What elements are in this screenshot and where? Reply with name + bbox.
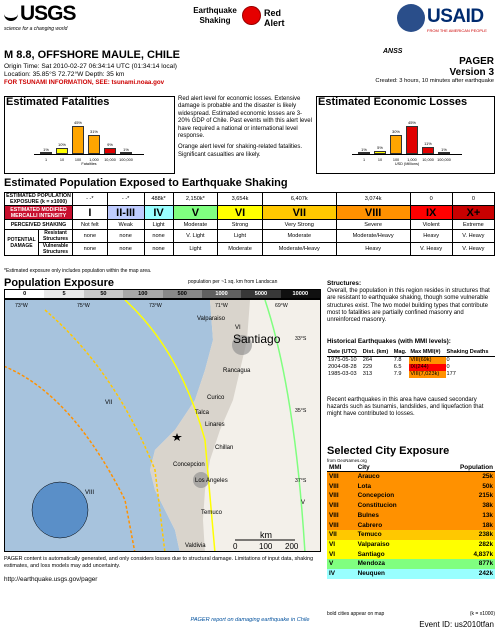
structures-section (327, 280, 495, 324)
pop-cell: 3,074k (336, 193, 410, 206)
histogram-bar (438, 152, 450, 154)
histogram-bar (422, 147, 434, 154)
pop-cell: 2,150k* (173, 193, 218, 206)
losses-histogram (352, 120, 462, 166)
usgs-wave-icon (4, 7, 18, 21)
histogram-tick: 1 (44, 158, 48, 162)
table-row (327, 550, 495, 560)
histogram-percent: 1% (361, 146, 367, 152)
col-header-mag: Mag. (393, 349, 410, 357)
vulnerable-cell: Moderate/Heavy (262, 243, 336, 256)
scale-bar-unit: km (260, 530, 272, 540)
table-row (327, 371, 495, 378)
scale-bar-tick: 100 (259, 542, 273, 551)
vulnerable-cell: Moderate (218, 243, 263, 256)
histogram-tick: 10,000 (104, 158, 116, 162)
table-row (327, 530, 495, 540)
cell-mmi: VIII(69k) (409, 357, 445, 365)
exposure-title: Estimated Population Exposed to Earthquake Shaking (4, 177, 288, 189)
fatalities-histogram (34, 120, 144, 166)
cell-dist: 313 (362, 371, 373, 377)
alert-type-label: Earthquake Shaking (193, 6, 237, 25)
anss-logo: ANSS (383, 48, 403, 55)
cell-city: Valparaiso (357, 540, 390, 548)
cell-population: 50k (482, 482, 493, 490)
histogram-percent: 11% (424, 141, 432, 147)
fatalities-title: Estimated Fatalities (6, 96, 110, 108)
cell-city: Arauco (357, 473, 380, 480)
histogram-tick: 100 (74, 158, 82, 162)
historical-header-row (327, 349, 495, 357)
resistant-cell: none (144, 230, 173, 243)
histogram-bar (406, 126, 418, 154)
col-header-population: Population (431, 464, 495, 472)
map-city: Curico (207, 395, 225, 401)
map-city: Valdivia (185, 543, 206, 549)
histogram-bar (104, 148, 116, 154)
histogram-caption: USD (Millions) (394, 162, 420, 166)
scale-swatch: 1000 (202, 290, 241, 298)
city-header-row (327, 464, 495, 472)
usaid-tagline: FROM THE AMERICAN PEOPLE (427, 28, 487, 33)
shaking-cell: Extreme (452, 220, 494, 230)
mmi-cell: X+ (452, 206, 494, 220)
vulnerable-cell: none (107, 243, 144, 256)
cell-mmi: VIII(7,023k) (409, 371, 445, 378)
cell-mmi: VI (329, 550, 336, 558)
cell-mmi: VIII (329, 492, 339, 500)
historical-table (327, 349, 495, 378)
cell-mag: 7.9 (393, 371, 402, 377)
cell-deaths: 0 (446, 357, 450, 363)
shaking-cell: Strong (218, 220, 263, 230)
table-row (327, 559, 495, 569)
cell-population: 13k (482, 511, 493, 519)
alert-block (190, 4, 320, 44)
city-footnote-left: bold cities appear on map (327, 611, 385, 617)
exposure-shaking-row (5, 220, 495, 230)
histogram-caption: Fatalities (81, 162, 97, 166)
historical-title: Historical Earthquakes (with MMI levels): (327, 338, 451, 345)
shaking-cell: Very Strong (262, 220, 336, 230)
city-exposure-footnote (327, 611, 495, 617)
histogram-percent: 45% (407, 120, 416, 125)
histogram-tick: 100,000 (119, 158, 133, 162)
row-label-resistant: Resistant Structures (39, 230, 73, 243)
histogram-tick: 1 (362, 158, 366, 162)
resistant-cell: Heavy (410, 230, 452, 243)
map-city: Linares (205, 422, 225, 428)
pop-cell: 3,654k (218, 193, 263, 206)
event-title: M 8.8, OFFSHORE MAULE, CHILE (4, 49, 181, 61)
population-map[interactable] (4, 299, 321, 552)
map-city: Los Angeles (195, 478, 228, 484)
cell-mmi: VIII (329, 502, 339, 510)
cell-mmi: IV (329, 570, 336, 578)
cell-deaths: 177 (446, 371, 456, 377)
city-exposure-table (327, 464, 495, 579)
mmi-contour-label: V (301, 500, 306, 506)
histogram-bar (358, 152, 370, 154)
col-header-mmi: Max MMI(#) (409, 349, 445, 357)
cell-city: Lota (357, 482, 372, 490)
histogram-axis (34, 154, 144, 155)
scale-swatch: 0 (5, 290, 44, 298)
map-city: Valparaiso (197, 316, 225, 322)
pop-cell: 6,407k (262, 193, 336, 206)
vulnerable-cell: V. Heavy (410, 243, 452, 256)
event-id: Event ID: us2010tfan (419, 620, 494, 629)
economic-alert-note: Red alert level for economic losses. Extensive damage is probable and the disaster is likely widespread. Estimated economic losses are 3-20% GDP of Chile. Past events with this alert level have required a national or international level response. (178, 96, 312, 140)
shaking-cell: Not felt (73, 220, 108, 230)
cell-mmi: VIII (329, 511, 339, 519)
cell-population: 38k (482, 502, 493, 510)
histogram-tick: 1,000 (407, 158, 417, 162)
table-row (327, 569, 495, 579)
histogram-bar (374, 151, 386, 154)
histogram-bar (72, 126, 84, 154)
mmi-cell: IX (410, 206, 452, 220)
resistant-cell: Moderate (262, 230, 336, 243)
pop-cell: - -* (73, 193, 108, 206)
origin-time: Origin Time: Sat 2010-02-27 06:34:14 UTC (01:34:14 local) (4, 63, 177, 70)
cell-city: Bulnes (357, 511, 379, 519)
pager-url-link[interactable]: http://earthquake.usgs.gov/pager (4, 576, 98, 583)
row-label-damage: POTENTIAL DAMAGE (5, 230, 39, 256)
resistant-cell: V. Light (173, 230, 218, 243)
resistant-cell: Moderate/Heavy (336, 230, 410, 243)
histogram-bar (88, 135, 100, 154)
row-label-shaking: PERCEIVED SHAKING (5, 220, 73, 230)
pager-version (375, 56, 494, 84)
version-label: Version 3 (449, 67, 494, 78)
histogram-percent: 45% (73, 120, 82, 125)
usaid-seal-icon (397, 4, 425, 32)
historical-note: Recent earthquakes in this area have caused secondary hazards such as tsunamis, landslides, and liquefaction that might have contributed to losses. (327, 397, 484, 418)
lat-label: 33°S (295, 336, 307, 342)
pop-cell: 0 (452, 193, 494, 206)
city-exposure-source: from GeoNames.org (327, 458, 367, 463)
map-city: Rancagua (223, 368, 251, 374)
vulnerable-cell: V. Heavy (452, 243, 494, 256)
histogram-percent: 30% (391, 129, 400, 135)
usaid-logo[interactable] (397, 4, 497, 44)
usgs-wordmark: USGS (20, 2, 76, 25)
mmi-cell: IV (144, 206, 173, 220)
table-row (327, 472, 495, 482)
alert-dot-icon (242, 6, 261, 25)
lat-label: 35°S (295, 408, 307, 414)
row-label-population: ESTIMATED POPULATION EXPOSURE (k = x1000) (6, 193, 71, 205)
lon-label: 71°W (215, 303, 228, 309)
shaking-cell: Severe (336, 220, 410, 230)
pop-cell: 0 (410, 193, 452, 206)
exposure-resistant-row (5, 230, 495, 243)
created-label: Created: 3 hours, 10 minutes after earthquake (375, 78, 494, 84)
cell-dist: 229 (362, 364, 373, 370)
cell-population: 877k (478, 560, 493, 568)
histogram-percent: 1% (441, 146, 447, 152)
shaking-cell: Weak (107, 220, 144, 230)
cell-city: Santiago (357, 550, 385, 558)
shaking-cell: Violent (410, 220, 452, 230)
city-exposure-title: Selected City Exposure (327, 445, 450, 457)
cell-mag: 6.5 (393, 364, 402, 370)
cell-date: 1985-03-03 (328, 371, 357, 377)
histogram-bar (56, 148, 68, 154)
cell-city: Concepcion (357, 492, 395, 500)
scale-swatch: 500 (163, 290, 202, 298)
histogram-percent: 5% (377, 144, 383, 150)
cell-population: 215k (478, 492, 493, 500)
cell-city: Neuquen (357, 570, 385, 578)
table-row (327, 511, 495, 521)
scale-swatch: 50 (84, 290, 123, 298)
histogram-percent: 1% (123, 146, 129, 152)
structures-text: Overall, the population in this region resides in structures that are resistant to earthquake shaking, though some vulnerable structures exist. The two model building types that contribute most to fatalities are partially confined masonry and unreinforced masonry. (327, 288, 490, 324)
table-row (327, 482, 495, 492)
resistant-cell: Light (218, 230, 263, 243)
histogram-tick: 10 (377, 158, 383, 162)
histogram-tick: 100 (392, 158, 400, 162)
city-footnote-right: (k = x1000) (469, 611, 495, 617)
map-city: Temuco (201, 510, 223, 516)
population-map-title: Population Exposure (4, 277, 115, 289)
shaking-cell: Light (144, 220, 173, 230)
pop-cell: 488k* (144, 193, 173, 206)
histogram-bar (40, 152, 52, 154)
exposure-vulnerable-row (5, 243, 495, 256)
pager-disclaimer: PAGER content is automatically generated, and only considers losses due to structural damage. Limitations of input data, shaking estimates, and loss models may add uncertainty. (4, 556, 314, 569)
scale-swatch: 10000 (281, 290, 320, 298)
cell-dist: 264 (362, 357, 373, 363)
histogram-tick: 10,000 (422, 158, 434, 162)
vulnerable-cell: Heavy (336, 243, 410, 256)
alert-level-label: Red Alert (264, 8, 285, 28)
mmi-contour-label: VIII (85, 490, 95, 496)
shaking-cell: Moderate (173, 220, 218, 230)
usgs-tagline: science for a changing world (4, 26, 68, 32)
usgs-logo[interactable] (4, 2, 96, 32)
vulnerable-cell: Light (173, 243, 218, 256)
histogram-tick: 10 (59, 158, 65, 162)
map-city: Talca (195, 410, 210, 416)
histogram-tick: 100,000 (437, 158, 451, 162)
col-header-dist: Dist. (km) (362, 349, 393, 357)
table-row (327, 521, 495, 531)
cell-date: 1975-05-10 (328, 357, 357, 363)
histogram-percent: 31% (89, 128, 98, 134)
table-row (327, 540, 495, 550)
cell-city: Temuco (357, 531, 382, 539)
cell-population: 238k (478, 531, 493, 539)
lon-label: 69°W (275, 303, 288, 309)
cell-population: 25k (482, 473, 493, 480)
cell-mmi: VIII (329, 521, 339, 529)
col-header-date: Date (UTC) (327, 349, 362, 357)
cell-mag: 7.8 (393, 357, 402, 363)
scale-swatch: 5 (44, 290, 83, 298)
lon-label: 73°W (149, 303, 162, 309)
histogram-bar (390, 135, 402, 154)
cell-mmi: V (329, 560, 334, 568)
resistant-cell: none (73, 230, 108, 243)
histogram-bar (120, 152, 132, 154)
population-map-subtitle: population per ~1 sq. km from Landscan (188, 279, 278, 285)
map-city-santiago: Santiago (233, 332, 281, 346)
tsunami-link[interactable]: FOR TSUNAMI INFORMATION, SEE: tsunami.noaa.gov (4, 79, 165, 86)
lat-label: 37°S (295, 478, 307, 484)
col-header-deaths: Shaking Deaths (446, 349, 496, 357)
mmi-contour-label: VII (105, 400, 113, 406)
mmi-cell: VII (262, 206, 336, 220)
row-label-mmi: ESTIMATED MODIFIED MERCALLI INTENSITY (5, 206, 73, 220)
lon-label: 75°W (77, 303, 90, 309)
cell-city: Constitucion (357, 502, 397, 510)
map-city: Chillan (215, 445, 234, 451)
cell-city: Mendoza (357, 560, 385, 568)
col-header-city: City (356, 464, 431, 472)
histogram-percent: 1% (43, 146, 49, 152)
mmi-cell: VIII (336, 206, 410, 220)
usaid-wordmark: USAID (427, 6, 484, 27)
alert-explanation (178, 96, 313, 159)
cell-deaths: 0 (446, 364, 450, 370)
cell-population: 18k (482, 521, 493, 529)
histogram-percent: 10% (57, 141, 66, 147)
histogram-tick: 1,000 (89, 158, 99, 162)
exposure-pop-row (5, 193, 495, 206)
lon-label: 73°W (15, 303, 28, 309)
losses-title: Estimated Economic Losses (318, 96, 468, 108)
caption-text: PAGER report on damaging earthquake in Chile (190, 617, 310, 623)
cell-population: 242k (478, 570, 493, 578)
pager-label: PAGER (459, 56, 494, 67)
histogram-percent: 9% (107, 142, 113, 148)
vulnerable-cell: none (144, 243, 173, 256)
globe-inset (32, 482, 88, 538)
map-city: Concepcion (173, 462, 205, 468)
exposure-mmi-row (5, 206, 495, 220)
fatality-alert-note: Orange alert level for shaking-related fatalities. Significant casualties are likely. (178, 144, 303, 158)
cell-mmi: VI (329, 540, 336, 548)
cell-city: Cabrero (357, 521, 383, 529)
row-label-vulnerable: Vulnerable Structures (39, 243, 73, 256)
exposure-footnote: *Estimated exposure only includes population within the map area. (4, 268, 152, 274)
pop-cell: - -* (107, 193, 144, 206)
event-origin (4, 63, 177, 79)
structures-title: Structures: (327, 280, 362, 287)
table-row (327, 501, 495, 511)
cell-mmi: IX(244) (409, 364, 445, 371)
scale-bar-tick: 0 (233, 542, 238, 551)
scale-bar-tick: 200 (285, 542, 299, 551)
cell-mmi: VIII (329, 473, 339, 480)
resistant-cell: V. Heavy (452, 230, 494, 243)
mmi-contour-label: VI (235, 325, 241, 331)
cell-date: 2004-08-28 (328, 364, 357, 370)
cell-mmi: VIII (329, 482, 339, 490)
table-row (327, 357, 495, 365)
event-location: Location: 35.85°S 72.72°W Depth: 35 km (4, 71, 125, 78)
exposure-table (4, 192, 495, 256)
cell-population: 282k (478, 540, 493, 548)
resistant-cell: none (107, 230, 144, 243)
mmi-cell: II-III (107, 206, 144, 220)
mmi-cell: V (173, 206, 218, 220)
table-row (327, 491, 495, 501)
vulnerable-cell: none (73, 243, 108, 256)
population-scale-legend (4, 289, 321, 299)
mmi-cell: I (73, 206, 108, 220)
table-row (327, 364, 495, 371)
scale-swatch: 5000 (241, 290, 280, 298)
mmi-cell: VI (218, 206, 263, 220)
cell-mmi: VII (329, 531, 337, 539)
histogram-axis (352, 154, 462, 155)
cell-population: 4,837k (473, 550, 493, 558)
scale-swatch: 100 (123, 290, 162, 298)
col-header-mmi: MMI (327, 464, 356, 472)
